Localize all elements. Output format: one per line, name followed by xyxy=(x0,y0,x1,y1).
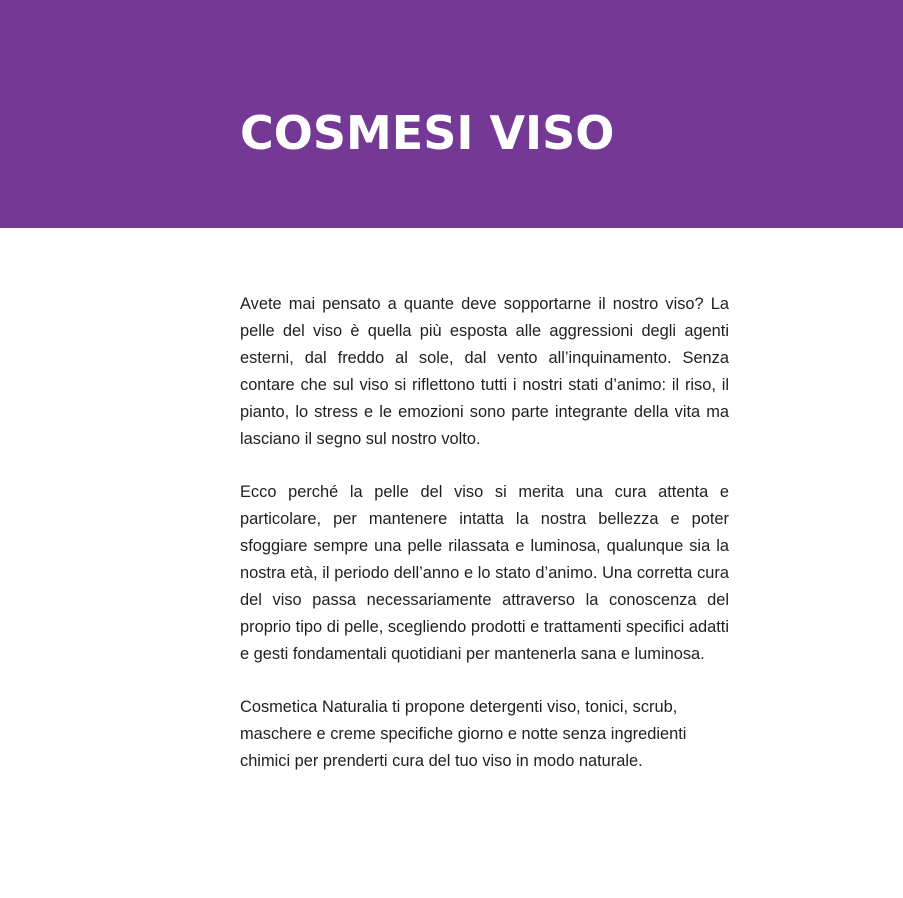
paragraph-care: Ecco perché la pelle del viso si merita una cura attenta e particolare, per mantenere intatta la nostra bellezza e poter sfoggiare sempre una pelle rilassata e luminosa, qualunque sia la nostra età, il periodo dell’anno e lo stato d’animo. Una corretta cura del viso passa necessariamente attraverso la conoscenza del proprio tipo di pelle, scegliendo prodotti e trattamenti specifici adatti e gesti fondamentali quotidiani per mantenerla sana e luminosa. xyxy=(240,483,729,663)
body-text xyxy=(240,291,729,801)
paragraph-intro: Avete mai pensato a quante deve sopportarne il nostro viso? La pelle del viso è quella più esposta alle aggressioni degli agenti esterni, dal freddo al sole, dal vento all’inquinamento. Senza contare che sul viso si riflettono tutti i nostri stati d’animo: il riso, il pianto, lo stress e le emozioni sono parte integrante della vita ma lasciano il segno sul nostro volto. xyxy=(240,295,729,448)
header-banner xyxy=(0,0,903,228)
paragraph-products: Cosmetica Naturalia ti propone detergenti viso, tonici, scrub, maschere e creme specifiche giorno e notte senza ingredienti chimici per prenderti cura del tuo viso in modo naturale. xyxy=(240,698,687,770)
page-title: COSMESI VISO xyxy=(240,106,615,160)
